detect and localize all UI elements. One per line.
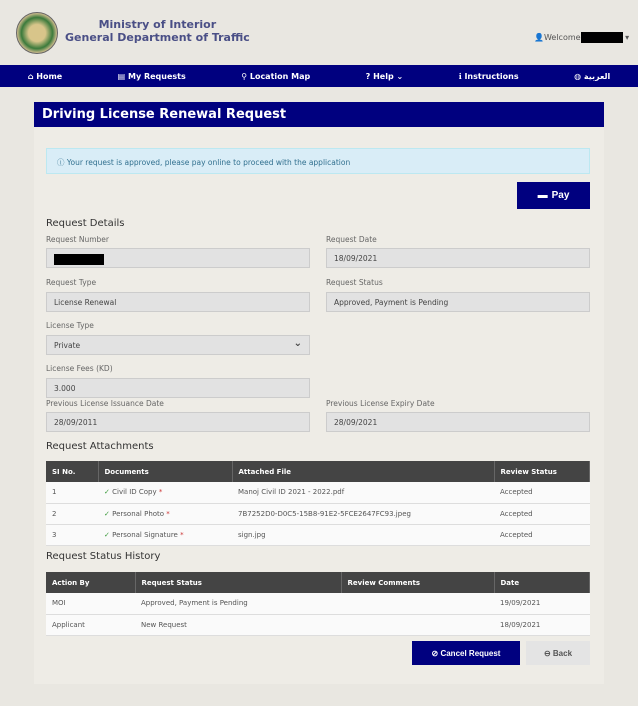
title-line-2: General Department of Traffic [65, 31, 250, 44]
cell [98, 503, 232, 524]
nav-label: Help ⌄ [373, 71, 404, 81]
info-icon: ⓘ [57, 158, 65, 167]
nav-label: My Requests [128, 71, 186, 81]
attached-file-link[interactable]: sign.jpg [232, 524, 494, 545]
nav-home[interactable] [28, 72, 62, 81]
table-row [46, 614, 590, 635]
map-marker-icon: ⚲ [241, 71, 248, 81]
cell: 3 [46, 524, 98, 545]
back-button[interactable] [526, 641, 590, 665]
nav-help[interactable] [366, 72, 404, 81]
check-circle-icon: ✓ [104, 488, 110, 497]
nav-my-requests[interactable] [118, 72, 186, 81]
info-icon: ℹ [458, 71, 462, 81]
cell: 1 [46, 482, 98, 503]
user-icon: 👤 [534, 33, 544, 42]
attached-file-link[interactable]: 7B7252D0-D0C5-15B8-91E2-5FCE2647FC93.jpeg [232, 503, 494, 524]
nav-language[interactable] [574, 72, 610, 81]
nav-label: Home [36, 71, 63, 81]
column-header: Request Status [135, 572, 341, 593]
nav-instructions[interactable] [459, 72, 519, 81]
document-icon: ▤ [117, 71, 126, 81]
nav-label: Location Map [249, 71, 311, 81]
table-row [46, 593, 590, 614]
cell: Accepted [494, 482, 590, 503]
alert-text: Your request is approved, please pay online to proceed with the application [66, 158, 351, 167]
cell: 19/09/2021 [494, 593, 590, 614]
table-row [46, 482, 590, 503]
request-number-label: Request Number [46, 235, 109, 244]
cell: 18/09/2021 [494, 614, 590, 635]
document-name: Personal Photo [112, 509, 165, 518]
request-type-field[interactable]: License Renewal [46, 292, 310, 312]
check-circle-icon: ✓ [104, 530, 110, 539]
column-header: SI No. [46, 461, 98, 482]
required-marker: * [158, 488, 163, 497]
column-header: Review Status [494, 461, 590, 482]
cell [98, 482, 232, 503]
cell: MOI [46, 593, 135, 614]
nav-label: العربية [583, 71, 611, 81]
site-title [65, 18, 250, 44]
cell [341, 593, 494, 614]
license-type-select[interactable] [46, 335, 310, 355]
table-row [46, 503, 590, 524]
column-header: Documents [98, 461, 232, 482]
cell [98, 524, 232, 545]
redacted-username [581, 32, 623, 43]
table-header [46, 572, 590, 593]
pay-button[interactable] [517, 182, 590, 209]
status-history-heading: Request Status History [46, 551, 161, 562]
check-circle-icon: ✓ [104, 509, 110, 518]
expiry-date-field[interactable]: 28/09/2021 [326, 412, 590, 432]
globe-icon: ◍ [574, 71, 582, 81]
request-status-field[interactable]: Approved, Payment is Pending [326, 292, 590, 312]
cell: Accepted [494, 524, 590, 545]
user-menu[interactable] [534, 32, 629, 43]
issuance-date-field[interactable]: 28/09/2011 [46, 412, 310, 432]
main-nav [0, 65, 638, 87]
back-arrow-icon: ⊖ [543, 648, 551, 658]
column-header: Review Comments [341, 572, 494, 593]
document-name: Personal Signature [112, 530, 178, 539]
request-status-label: Request Status [326, 278, 383, 287]
license-type-value: Private [54, 341, 81, 350]
required-marker: * [166, 509, 170, 518]
request-date-label: Request Date [326, 235, 377, 244]
request-type-label: Request Type [46, 278, 97, 287]
document-name: Civil ID Copy [112, 488, 157, 497]
ministry-logo [16, 12, 58, 54]
license-fees-field[interactable]: 3.000 [46, 378, 310, 398]
attached-file-link[interactable]: Manoj Civil ID 2021 - 2022.pdf [232, 482, 494, 503]
cancel-request-button[interactable] [412, 641, 520, 665]
status-history-table [46, 572, 590, 636]
column-header: Date [494, 572, 590, 593]
credit-card-icon: ▬ [537, 190, 548, 201]
cell: 2 [46, 503, 98, 524]
question-icon: ? [365, 71, 371, 81]
issuance-date-label: Previous License Issuance Date [46, 399, 164, 408]
page-title: Driving License Renewal Request [34, 102, 604, 127]
column-header: Action By [46, 572, 135, 593]
request-date-field[interactable]: 18/09/2021 [326, 248, 590, 268]
back-label: Back [552, 648, 573, 658]
title-line-1: Ministry of Interior [98, 18, 217, 31]
expiry-date-label: Previous License Expiry Date [326, 399, 435, 408]
attachments-table [46, 461, 590, 546]
cancel-label: Cancel Request [440, 648, 501, 658]
approval-alert [46, 148, 590, 174]
required-marker: * [180, 530, 184, 539]
caret-down-icon: ▾ [625, 33, 630, 42]
cell: Approved, Payment is Pending [135, 593, 341, 614]
cell: Accepted [494, 503, 590, 524]
nav-label: Instructions [464, 71, 519, 81]
attachments-heading: Request Attachments [46, 441, 154, 452]
welcome-text: Welcome [543, 33, 581, 42]
table-row [46, 524, 590, 545]
request-details-heading: Request Details [46, 218, 125, 229]
ban-icon: ⊘ [431, 648, 439, 658]
table-header [46, 461, 590, 482]
column-header: Attached File [232, 461, 494, 482]
cell [341, 614, 494, 635]
license-type-label: License Type [46, 321, 94, 330]
redacted-request-number [54, 254, 104, 265]
nav-location-map[interactable] [241, 72, 310, 81]
home-icon: ⌂ [27, 71, 34, 81]
chevron-down-icon: ⌄ [293, 338, 302, 349]
license-fees-label: License Fees (KD) [46, 364, 113, 373]
cell: Applicant [46, 614, 135, 635]
pay-label: Pay [551, 190, 570, 201]
cell: New Request [135, 614, 341, 635]
request-number-field[interactable] [46, 248, 310, 268]
